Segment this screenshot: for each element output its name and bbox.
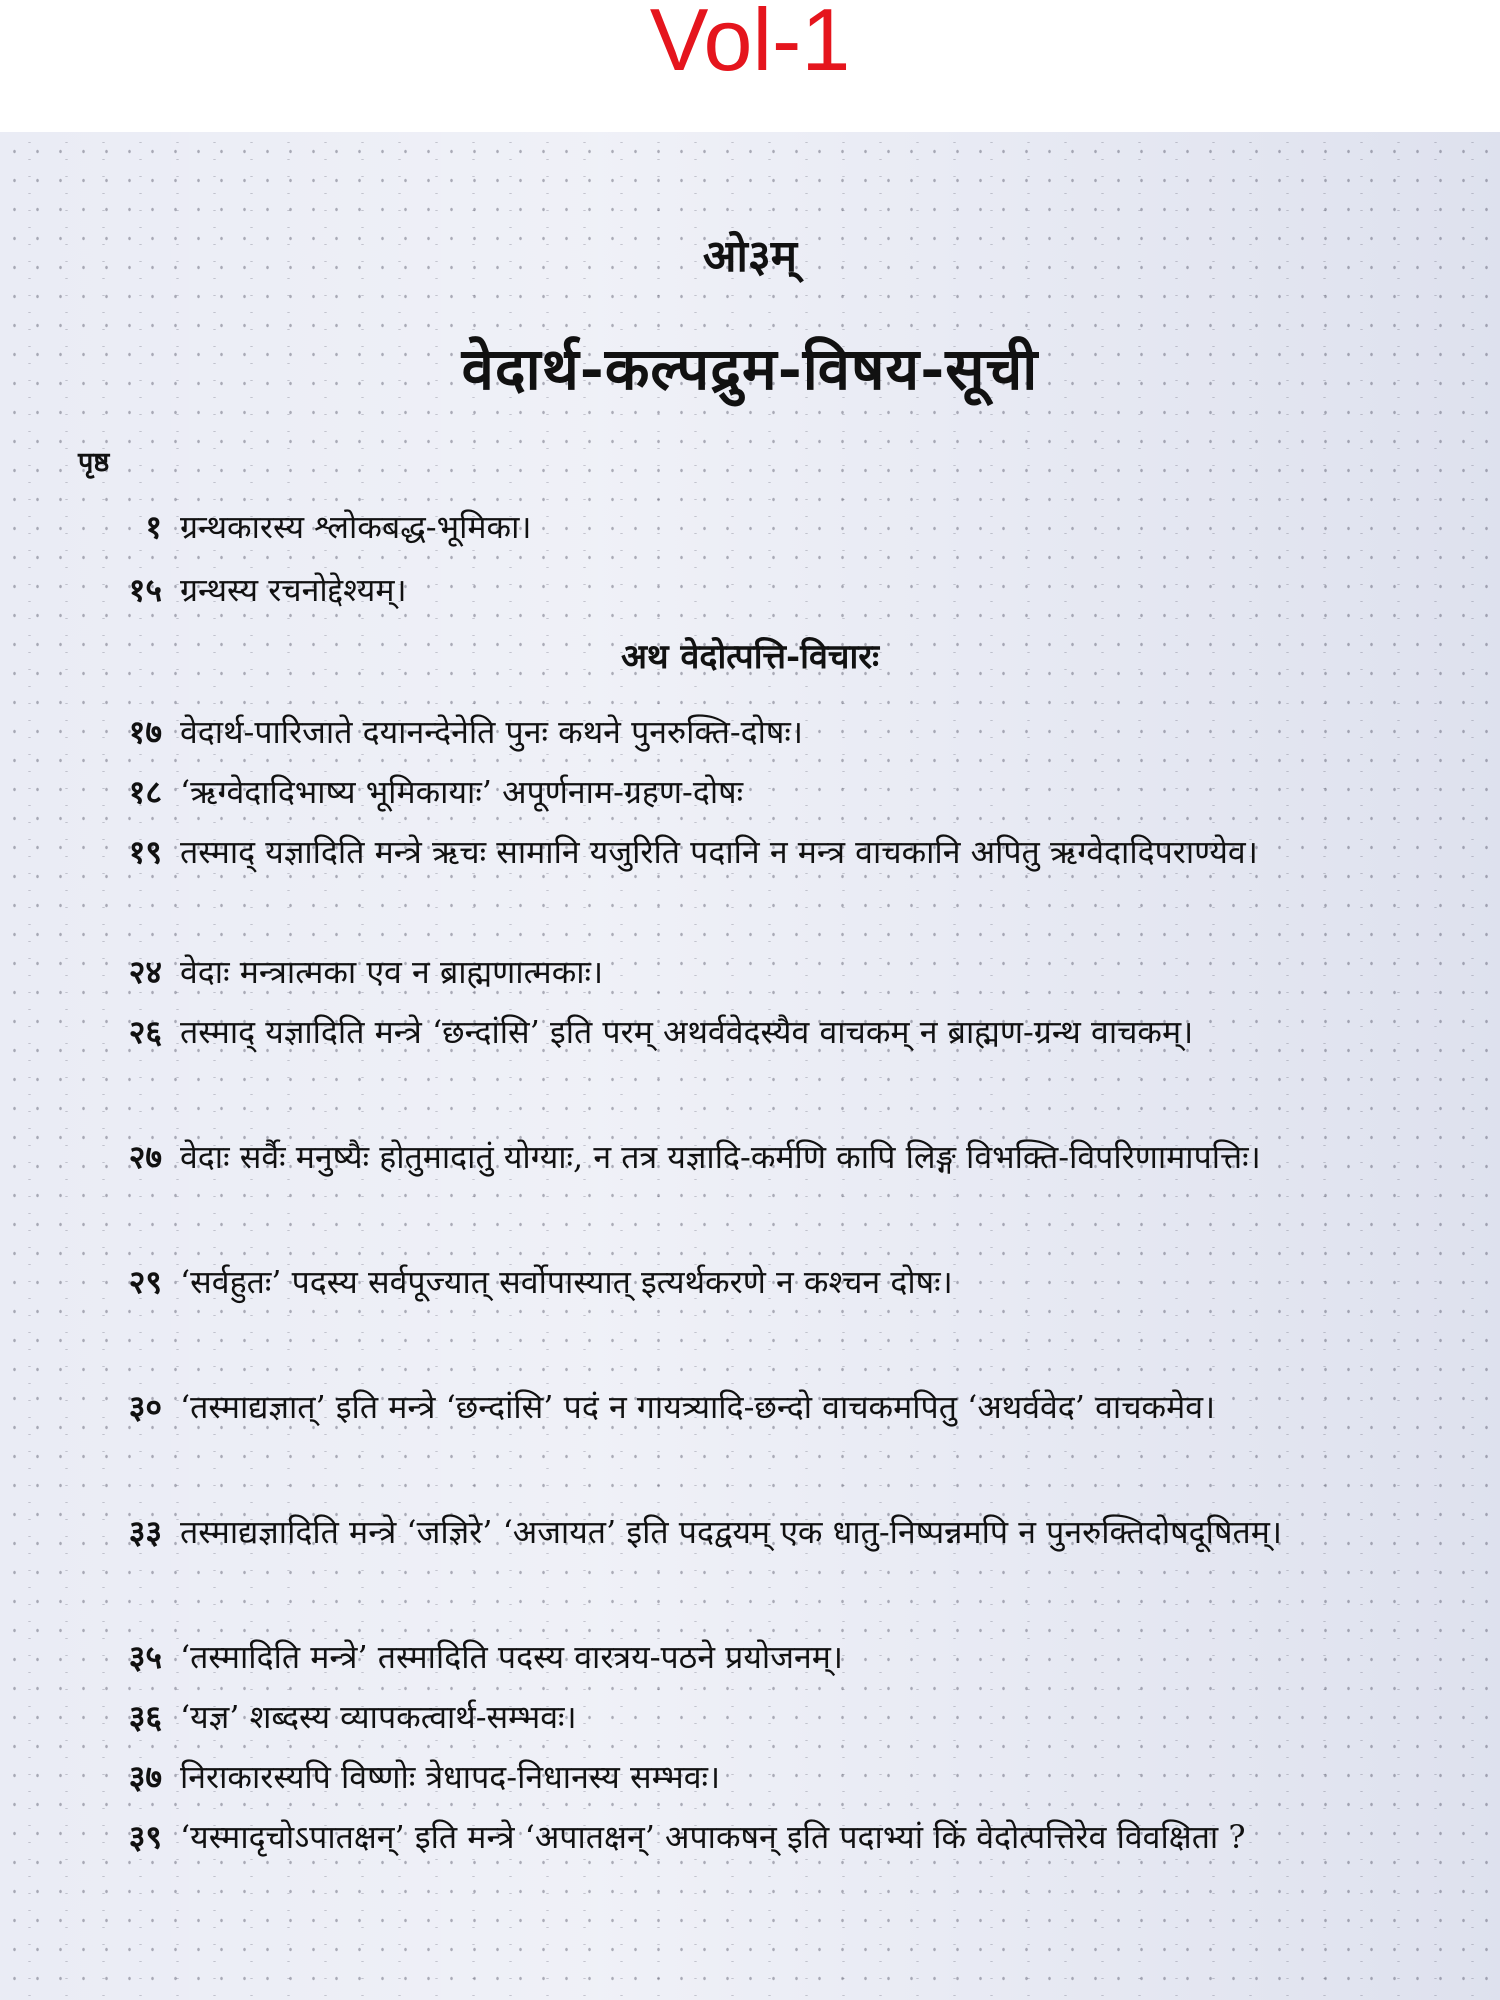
list-item xyxy=(80,1807,1400,1867)
list-item xyxy=(80,762,1400,822)
list-item xyxy=(80,1377,1400,1437)
entry-page-number: १५ xyxy=(128,571,162,609)
list-item xyxy=(80,1252,1400,1312)
entry-text: ‘तस्माद्यज्ञात्’ इति मन्त्रे ‘छन्दांसि’ पदं न गायत्र्यादि-छन्दो वाचकमपितु ‘अथर्ववेद’ वाचकमेव। xyxy=(180,1388,1216,1426)
list-item xyxy=(80,1127,1400,1187)
list-item xyxy=(80,1002,1400,1062)
entry-text: ग्रन्थकारस्य श्लोकबद्ध-भूमिका। xyxy=(180,508,532,546)
section-heading: अथ वेदोत्पत्ति-विचारः xyxy=(620,637,880,677)
entry-page-number: २६ xyxy=(128,1013,162,1051)
entry-text: ‘तस्मादिति मन्त्रे’ तस्मादिति पदस्य वारत्रय-पठने प्रयोजनम्। xyxy=(180,1638,843,1676)
list-item xyxy=(80,822,1400,882)
entry-page-number: २४ xyxy=(128,953,162,991)
entry-page-number: २७ xyxy=(128,1138,162,1176)
entry-text: ग्रन्थस्य रचनोद्देश्यम्। xyxy=(180,571,407,609)
list-item xyxy=(80,702,1400,762)
page-title: वेदार्थ-कल्पद्रुम-विषय-सूची xyxy=(461,335,1039,403)
entry-page-number: ३९ xyxy=(128,1818,162,1856)
entry-text: निराकारस्यपि विष्णोः त्रेधापद-निधानस्य सम्भवः। xyxy=(180,1758,721,1796)
entry-text: ‘ऋग्वेदादिभाष्य भूमिकायाः’ अपूर्णनाम-ग्रहण-दोषः xyxy=(180,773,744,811)
page-column-label: पृष्ठ xyxy=(78,447,110,478)
entry-text: तस्माद्यज्ञादिति मन्त्रे ‘जज्ञिरे’ ‘अजायत’ इति पदद्वयम् एक धातु-निष्पन्नमपि न पुनरुक्तिदोषदूषितम्। xyxy=(180,1513,1282,1551)
invocation-om: ओ३म् xyxy=(702,231,798,282)
entry-page-number: १९ xyxy=(128,833,162,871)
entry-text: ‘यज्ञ’ शब्दस्य व्यापकत्वार्थ-सम्भवः। xyxy=(180,1698,577,1736)
list-item xyxy=(80,560,1400,620)
entry-page-number: ३६ xyxy=(128,1698,162,1736)
entry-page-number: ३५ xyxy=(128,1638,162,1676)
entry-page-number: १८ xyxy=(128,773,162,811)
entry-page-number: २९ xyxy=(128,1263,162,1301)
list-item xyxy=(80,1747,1400,1807)
entry-page-number: ३३ xyxy=(128,1513,162,1551)
list-item xyxy=(80,497,1400,557)
list-item xyxy=(80,1502,1400,1562)
entry-page-number: ३७ xyxy=(128,1758,162,1796)
scanned-page xyxy=(0,132,1500,2000)
entry-text: तस्माद् यज्ञादिति मन्त्रे ऋचः सामानि यजुरिति पदानि न मन्त्र वाचकानि अपितु ऋग्वेदादिपराण्येव। xyxy=(180,833,1258,871)
entry-page-number: १७ xyxy=(128,713,162,751)
entry-text: ‘सर्वहुतः’ पदस्य सर्वपूज्यात् सर्वोपास्यात् इत्यर्थकरणे न कश्चन दोषः। xyxy=(180,1263,953,1301)
entry-text: तस्माद् यज्ञादिति मन्त्रे ‘छन्दांसि’ इति परम् अथर्ववेदस्यैव वाचकम् न ब्राह्मण-ग्रन्थ वाचकम्। xyxy=(180,1013,1194,1051)
entry-text: वेदार्थ-पारिजाते दयानन्देनेति पुनः कथने पुनरुक्ति-दोषः। xyxy=(180,713,804,751)
volume-label: Vol-1 xyxy=(649,0,851,89)
entry-page-number: ३० xyxy=(128,1388,162,1426)
entry-text: वेदाः सर्वैः मनुष्यैः होतुमादातुं योग्याः, न तत्र यज्ञादि-कर्मणि कापि लिङ्ग विभक्ति-विपरिणामापत्तिः। xyxy=(180,1138,1261,1176)
entry-text: ‘यस्मादृचोऽपातक्षन्’ इति मन्त्रे ‘अपातक्षन्’ अपाकषन् इति पदाभ्यां किं वेदोत्पत्तिरेव विवक्षिता ? xyxy=(180,1818,1246,1856)
list-item xyxy=(80,942,1400,1002)
entry-page-number: १ xyxy=(145,508,162,546)
list-item xyxy=(80,1627,1400,1687)
list-item xyxy=(80,1687,1400,1747)
entry-text: वेदाः मन्त्रात्मका एव न ब्राह्मणात्मकाः। xyxy=(180,953,604,991)
table-of-contents xyxy=(0,132,1500,2000)
